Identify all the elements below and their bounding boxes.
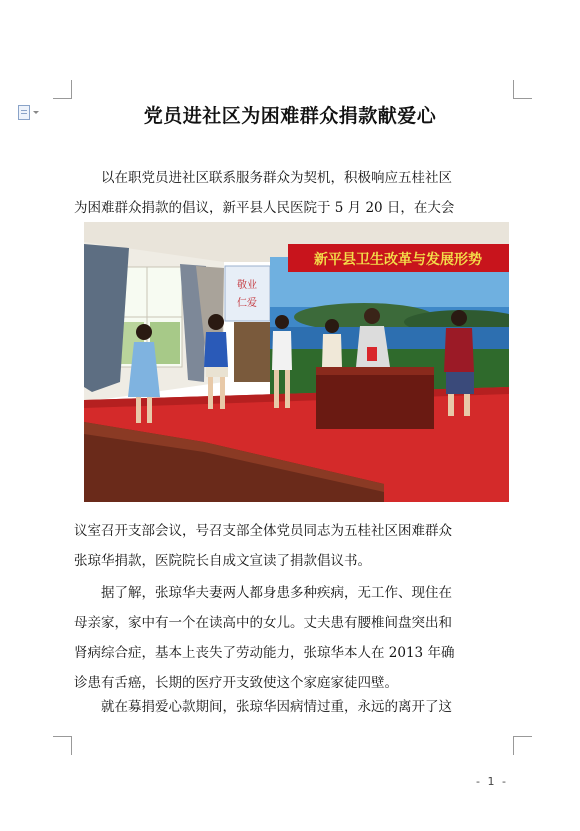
side-sign-line-1: 敬业 [237, 280, 257, 291]
event-photo [84, 222, 509, 502]
intro-paragraph [74, 163, 514, 223]
crop-mark-top-right [513, 80, 532, 99]
text-line: 据了解，张琼华夫妻两人都身患多种疾病，无工作、现住在 [101, 585, 452, 601]
text-line: 就在募捐爱心款期间，张琼华因病情过重，永远的离开了这 [101, 699, 452, 715]
page-number: - 1 - [476, 775, 508, 788]
text-line: 诊患有舌癌，长期的医疗开支致使这个家庭家徒四壁。 [74, 675, 398, 691]
crop-mark-bottom-right [513, 736, 532, 755]
closing-paragraph [74, 692, 514, 722]
side-sign-line-2: 仁爱 [237, 298, 257, 309]
text-line: 以在职党员进社区联系服务群众为契机，积极响应五桂社区 [101, 170, 452, 186]
crop-mark-top-left [53, 80, 72, 99]
page-title: 党员进社区为困难群众捐款献爱心 [143, 105, 437, 127]
text-line: 议室召开支部会议，号召支部全体党员同志为五桂社区困难群众 [74, 523, 452, 539]
text-line: 母亲家，家中有一个在读高中的女儿。丈夫患有腰椎间盘突出和 [74, 615, 452, 631]
text-line: 肾病综合症，基本上丧失了劳动能力，张琼华本人在 2013 年确 [74, 645, 455, 661]
background-paragraph [74, 578, 514, 698]
text-line: 张琼华捐款，医院院长自成文宣读了捐款倡议书。 [74, 553, 371, 569]
crop-mark-bottom-left [53, 736, 72, 755]
banner-text: 新平县卫生改革与发展形势 [314, 252, 482, 268]
continuation-paragraph [74, 516, 514, 576]
text-line: 为困难群众捐款的倡议，新平县人民医院于 5 月 20 日，在大会 [74, 200, 455, 216]
